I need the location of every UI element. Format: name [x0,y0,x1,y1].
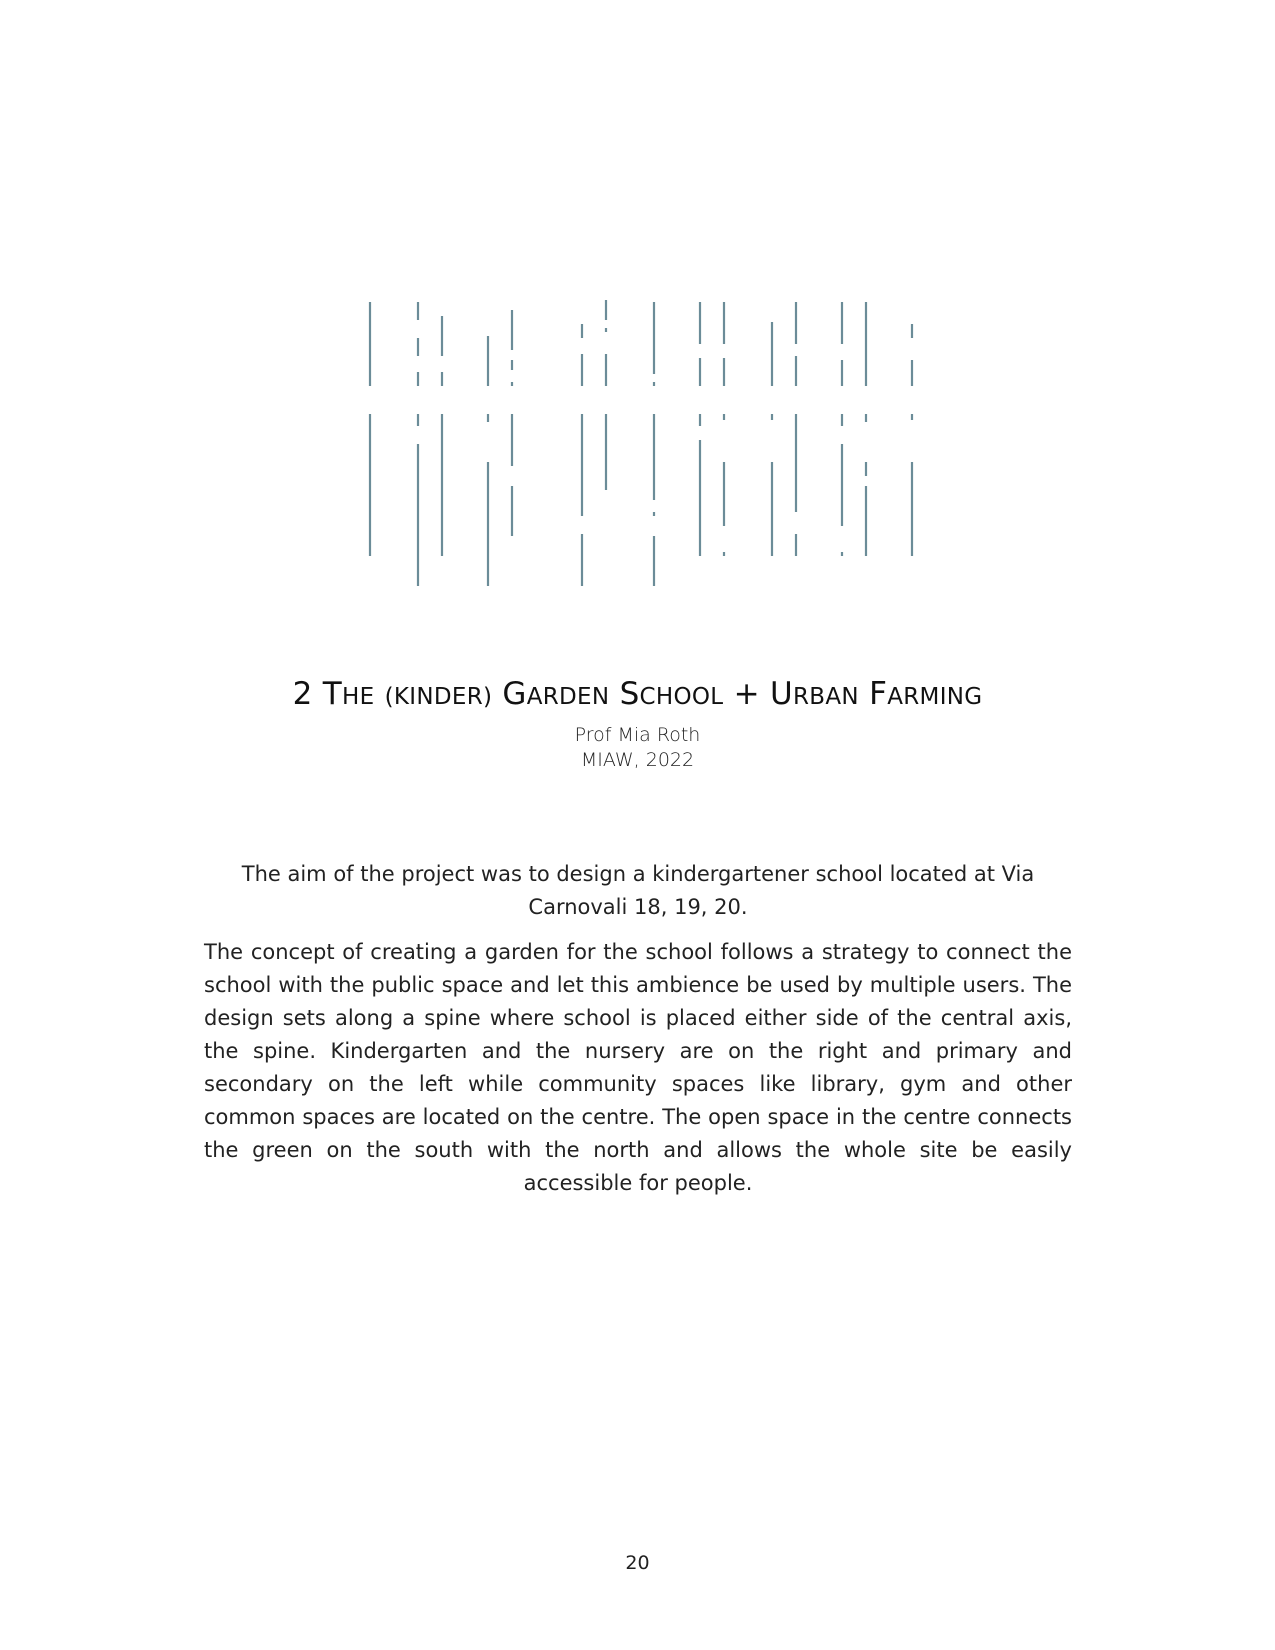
author-name: Prof Mia Roth [574,724,701,746]
barcode-lines-graphic [340,290,940,600]
title-word: FARMING [869,675,983,712]
institution-year: MIAW, 2022 [580,749,695,771]
title-word: GARDEN [502,675,610,712]
paragraph: The aim of the project was to design a kindergartener school located at Via Carnovali 18, 19, 20. [241,862,1035,919]
author-block [0,723,1275,773]
paragraph: The concept of creating a garden for the school follows a strategy to connect the school with the public space and let this ambience be used by multiple users. The design sets along a spine where school is placed either side of the central axis, the spine. Kindergarten and the nursery are on the right and primary and secondary on the left while community spaces like library, gym and other common spaces are located on the centre. The open space in the centre connects the green on the south with the north and allows the whole site be easily accessible for people. [204,940,1072,1195]
body-text [204,858,1072,1212]
title-word: + [733,675,760,712]
title-word: SCHOOL [619,675,724,712]
section-number: 2 [292,675,313,712]
title-word: (KINDER) [384,683,493,710]
section-title [0,676,1275,712]
page-number: 20 [625,1552,650,1574]
title-word: URBAN [770,675,859,712]
title-word: THE [322,675,375,712]
